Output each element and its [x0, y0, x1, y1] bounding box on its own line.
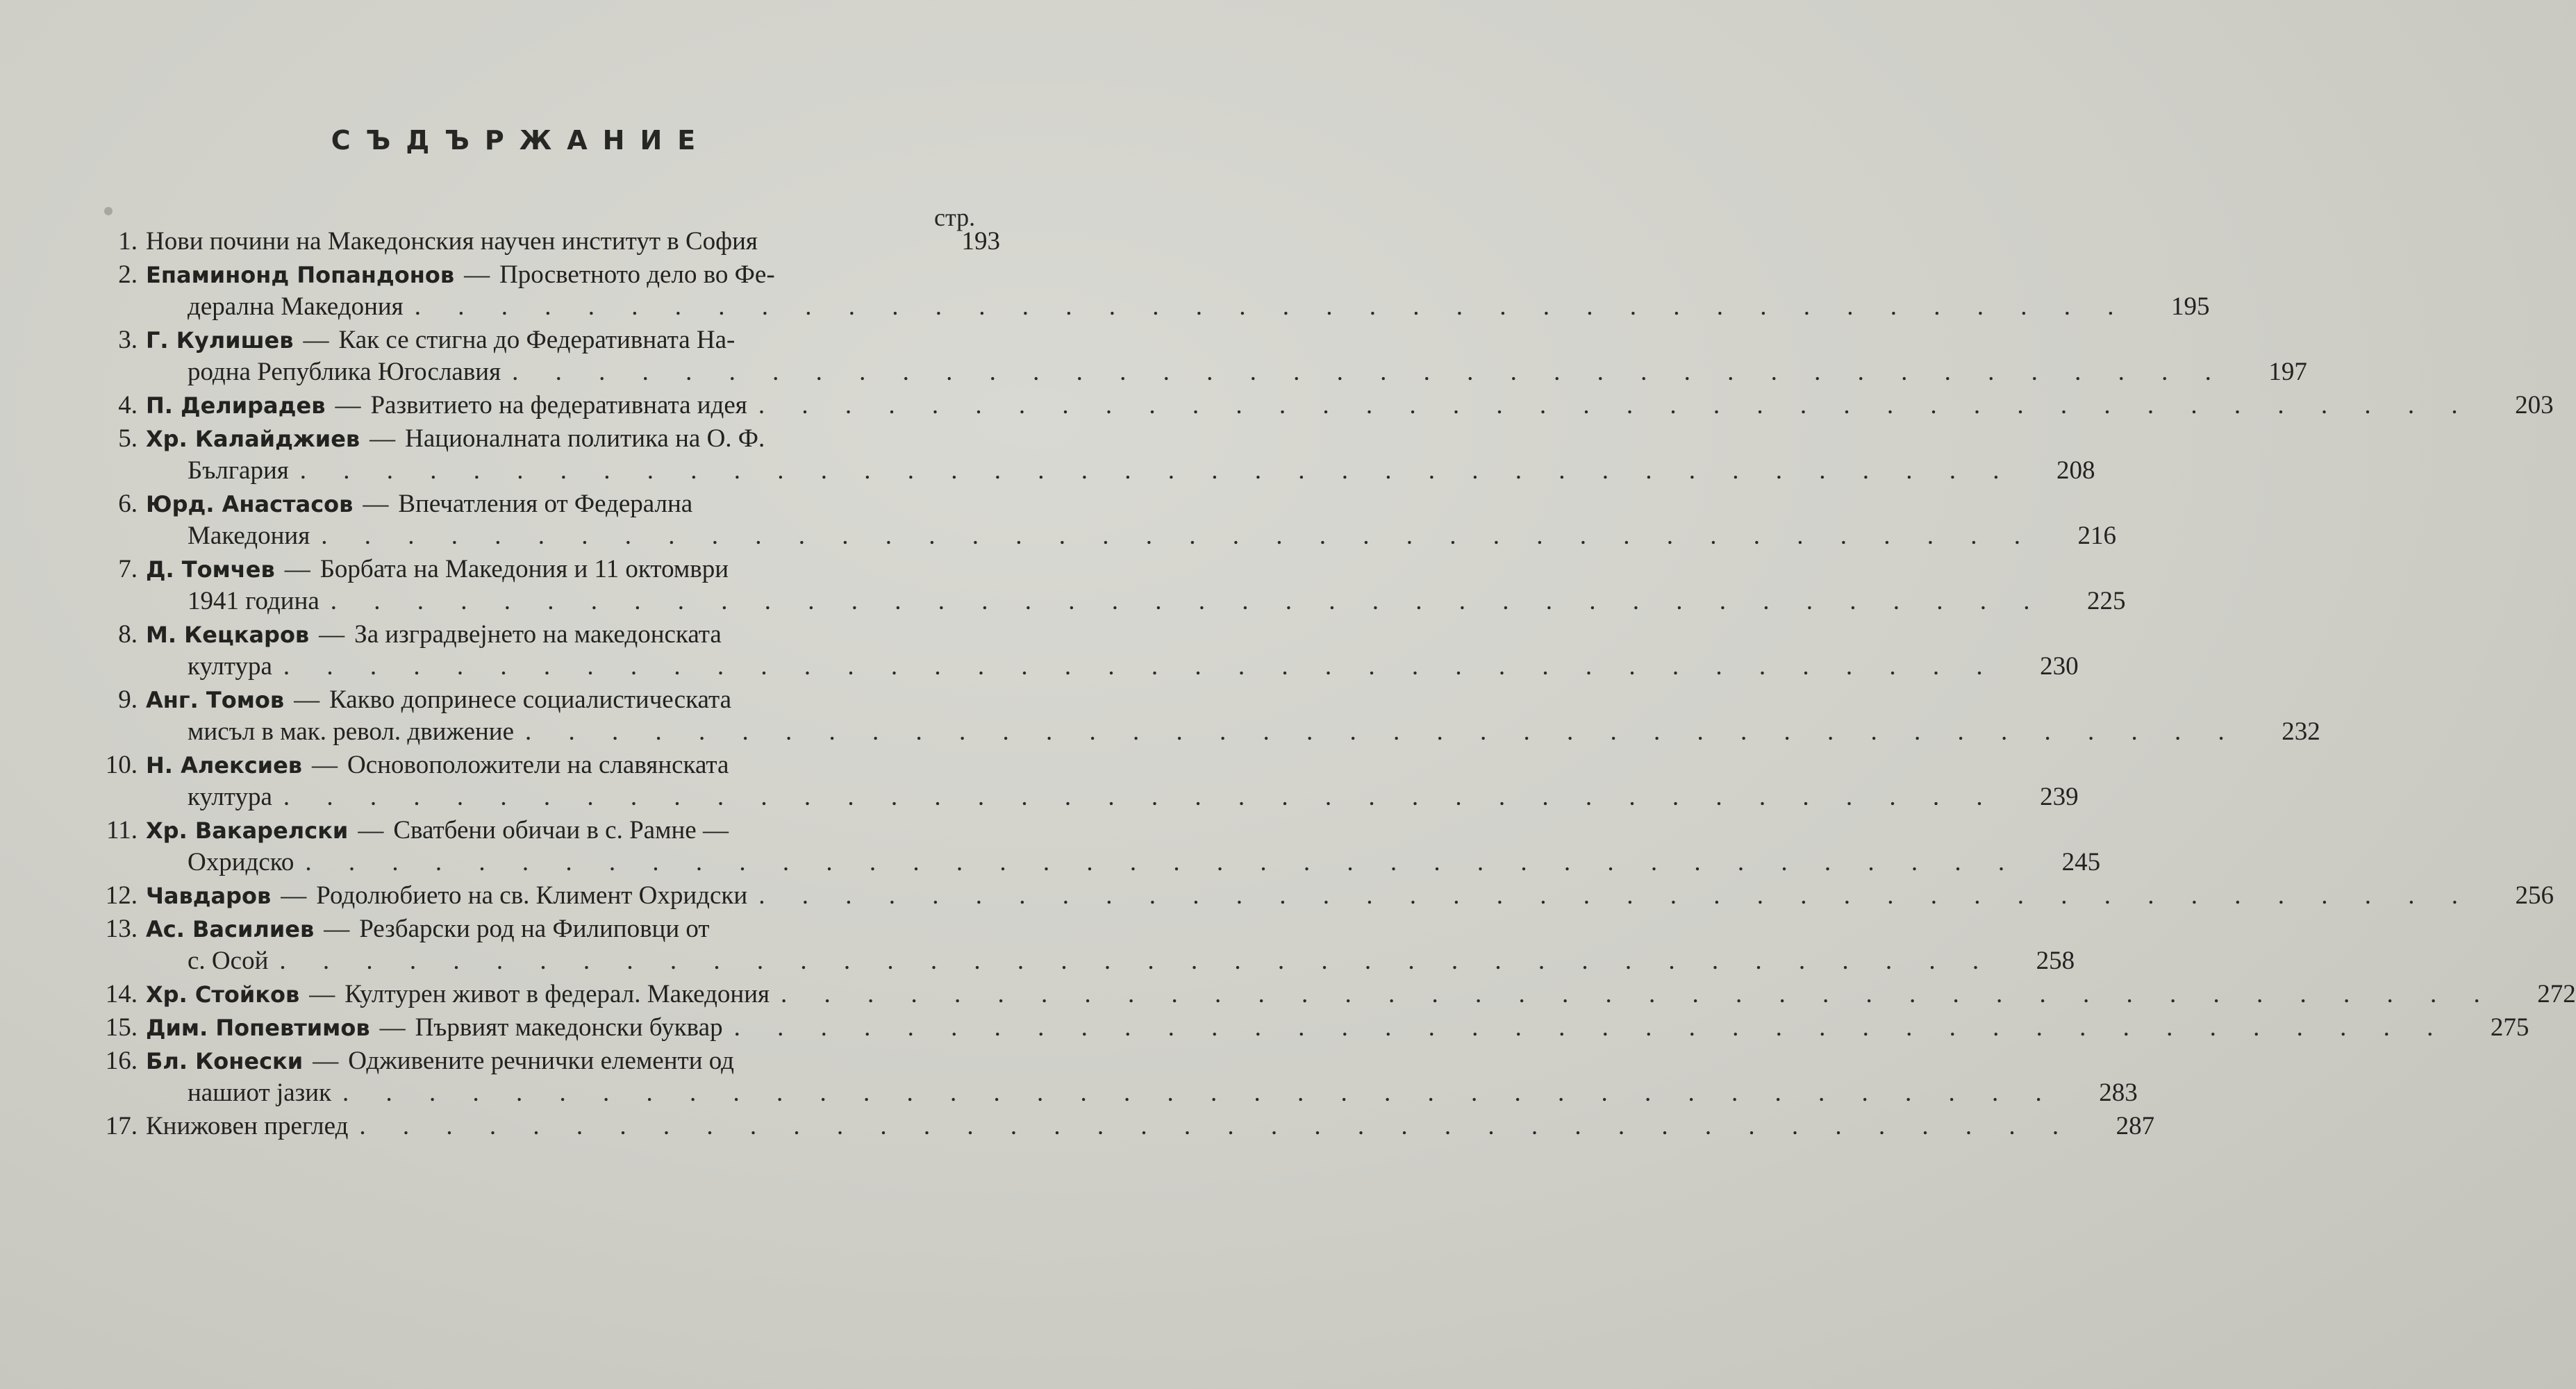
- entry-page-number: 245: [2061, 848, 2101, 876]
- dot-leader: . . . . . . . . . . . . . . . . . . . . . . . . . . . . . . . . . . . . . . . .: [321, 522, 2036, 550]
- entry-number: 10.: [105, 751, 138, 779]
- entry-page-number: 258: [2036, 947, 2075, 975]
- toc-entry: [83, 1012, 2529, 1044]
- toc-entry-continuation: [83, 1077, 2138, 1109]
- toc-entry: [83, 815, 2101, 879]
- entry-number: 4.: [118, 391, 138, 419]
- entry-heading: [146, 815, 729, 847]
- entry-number: 5.: [118, 424, 138, 453]
- entry-page-number: 203: [2515, 391, 2554, 419]
- entry-title: Родолюбието на св. Климент Охридски: [316, 881, 748, 910]
- page-title: СЪДЪРЖАНИЕ: [331, 125, 711, 156]
- dot-leader: . . . . . . . . . . . . . . . . . . . . . . . . . . . . . . . . . . . . . . . .: [342, 1079, 2057, 1107]
- toc-entry-line: [83, 226, 1000, 258]
- entry-page-number: 230: [2040, 652, 2079, 681]
- toc-entry: [83, 749, 2079, 813]
- entry-number: 1.: [118, 227, 138, 256]
- entry-page-number: 239: [2040, 783, 2079, 811]
- toc-entry-continuation: [83, 716, 2320, 748]
- dot-leader: . . . . . . . . . . . . . . . . . . . . . . . . . . . . . . . . . . . . . . . .: [283, 783, 1998, 811]
- entry-author: Хр. Калайджиев: [146, 426, 360, 452]
- em-dash: —: [294, 685, 320, 714]
- toc-entry-continuation: [83, 291, 2210, 323]
- toc-entry: [83, 619, 2079, 683]
- entry-title-continued: 1941 година: [188, 587, 319, 615]
- entry-author: Чавдаров: [146, 883, 272, 909]
- em-dash: —: [358, 816, 384, 845]
- entry-title-continued: култура: [188, 652, 272, 681]
- entry-title: Впечатления от Федерална: [398, 490, 693, 518]
- em-dash: —: [312, 751, 338, 779]
- toc-entry: [83, 390, 2554, 422]
- toc-entry-line: [83, 324, 1000, 356]
- toc-entry-line: [83, 488, 1000, 520]
- toc-entry-continuation: [83, 781, 2079, 813]
- dot-leader: . . . . . . . . . . . . . . . . . . . . . . . . . . . . . . . . . . . . . . . .: [299, 456, 2015, 485]
- entry-page-number: 195: [2170, 292, 2210, 321]
- entry-title-continued: родна Република Югославия: [188, 358, 501, 386]
- entry-heading: [146, 488, 692, 520]
- entry-page-number: 197: [2268, 358, 2307, 386]
- toc-entry-line: [83, 749, 1000, 781]
- entry-number: 8.: [118, 620, 138, 649]
- toc-entry-line: [83, 554, 1000, 585]
- entry-number: 17.: [105, 1112, 138, 1140]
- dot-leader: . . . . . . . . . . . . . . . . . . . . . . . . . . . . . . . . . . . . . . . .: [305, 848, 2020, 876]
- toc-entry: [83, 1111, 2155, 1142]
- em-dash: —: [335, 391, 361, 419]
- entry-author: Хр. Стойков: [146, 981, 300, 1008]
- entry-heading: [146, 226, 758, 258]
- entry-number: 9.: [118, 685, 138, 714]
- entry-heading: [146, 619, 722, 651]
- entry-number: 16.: [105, 1047, 138, 1075]
- entry-page-number: 216: [2077, 522, 2117, 550]
- em-dash: —: [303, 326, 329, 354]
- toc-entry-continuation: [83, 585, 2126, 617]
- entry-heading: [146, 390, 747, 422]
- entry-heading: [146, 423, 765, 455]
- em-dash: —: [319, 620, 345, 649]
- toc-entry-continuation: [83, 847, 2101, 879]
- entry-author: Епаминонд Попандонов: [146, 262, 455, 288]
- entry-page-number: 225: [2087, 587, 2126, 615]
- dot-leader: . . . . . . . . . . . . . . . . . . . . . . . . . . . . . . . . . . . . . . . .: [279, 947, 1995, 975]
- dot-leader: . . . . . . . . . . . . . . . . . . . . . . . . . . . . . . . . . . . . . . . .: [414, 292, 2129, 321]
- entry-title: Одживените речнички елементи од: [348, 1047, 735, 1075]
- entry-page-number: 208: [2056, 456, 2095, 485]
- toc-entry-continuation: [83, 356, 2307, 388]
- em-dash: —: [313, 1047, 339, 1075]
- entry-title-continued: култура: [188, 783, 272, 811]
- entry-title: Просветното дело во Фе-: [499, 260, 775, 289]
- em-dash: —: [309, 980, 335, 1008]
- dot-leader: . . . . . . . . . . . . . . . . . . . . . . . . . . . . . . . . . . . . . . . .: [525, 717, 2240, 746]
- entry-author: Юрд. Анастасов: [146, 491, 354, 517]
- entry-page-number: 275: [2490, 1013, 2529, 1042]
- toc-entry: [83, 913, 2075, 977]
- toc-entry-continuation: [83, 651, 2079, 683]
- entry-author: Ас. Василиев: [146, 916, 315, 942]
- entry-page-number: 232: [2282, 717, 2320, 746]
- toc-entry: [83, 488, 2117, 552]
- entry-title: Книжовен преглед: [146, 1112, 349, 1140]
- toc-entry: [83, 554, 2126, 617]
- entry-author: Анг. Томов: [146, 687, 285, 713]
- entry-title: Развитието на федеративната идея: [370, 391, 747, 419]
- entry-heading: [146, 1111, 348, 1142]
- entry-heading: [146, 684, 731, 716]
- entry-page-number: 283: [2099, 1079, 2138, 1107]
- entry-number: 11.: [106, 816, 138, 845]
- entry-number: 12.: [105, 881, 138, 910]
- toc-entry: [83, 684, 2320, 748]
- entry-number: 3.: [118, 326, 138, 354]
- entry-heading: [146, 1045, 734, 1077]
- toc-entry-line: [83, 390, 2554, 422]
- dot-leader: . . . . . . . . . . . . . . . . . . . . . . . . . . . . . . . . . . . . . . . .: [283, 652, 1998, 681]
- entry-title-continued: България: [188, 456, 289, 485]
- entry-title: Културен живот в федерал. Македония: [344, 980, 770, 1008]
- entry-title: За изградвејнето на македонската: [354, 620, 722, 649]
- dot-leader: . . . . . . . . . . . . . . . . . . . . . . . . . . . . . . . . . . . . . . . .: [330, 587, 2045, 615]
- entry-number: 15.: [105, 1013, 138, 1042]
- toc-entry-line: [83, 1045, 1000, 1077]
- dot-leader: . . . . . . . . . . . . . . . . . . . . . . . . . . . . . . . . . . . . . . . .: [758, 881, 2473, 910]
- entry-heading: [146, 880, 747, 912]
- entry-title-continued: нашиот јазик: [188, 1079, 332, 1107]
- em-dash: —: [464, 260, 490, 289]
- entry-title: Резбарски род на Филиповци от: [359, 915, 710, 943]
- entry-author: Дим. Попевтимов: [146, 1015, 370, 1041]
- entry-number: 6.: [118, 490, 138, 518]
- entry-heading: [146, 913, 710, 945]
- toc-entry: [83, 1045, 2138, 1109]
- dot-leader: . . . . . . . . . . . . . . . . . . . . . . . . . . . . . . . . . . . . . . . .: [733, 1013, 2449, 1042]
- entry-title: Първият македонски буквар: [415, 1013, 723, 1042]
- entry-heading: [146, 1012, 723, 1044]
- entry-heading: [146, 259, 775, 291]
- toc-entry-line: [83, 913, 1000, 945]
- entry-title-continued: Охридско: [188, 848, 294, 876]
- entry-author: Бл. Конески: [146, 1048, 304, 1074]
- entry-page-number: 272: [2537, 980, 2576, 1008]
- entry-number: 2.: [118, 260, 138, 289]
- entry-heading: [146, 749, 729, 781]
- toc-entry-line: [83, 979, 2576, 1010]
- toc-entry-continuation: [83, 945, 2075, 977]
- page-column-header: стр.: [934, 203, 976, 231]
- toc-entry: [83, 423, 2095, 487]
- entry-heading: [146, 554, 729, 585]
- em-dash: —: [379, 1013, 406, 1042]
- entry-page-number: 287: [2116, 1112, 2155, 1140]
- entry-author: Д. Томчев: [146, 556, 275, 583]
- entry-title-continued: мисъл в мак. револ. движение: [188, 717, 514, 746]
- toc-entry-line: [83, 684, 1000, 716]
- entry-author: М. Кецкаров: [146, 622, 310, 648]
- em-dash: —: [363, 490, 389, 518]
- entry-title: Сватбени обичаи в с. Рамне —: [393, 816, 729, 845]
- toc-entry: [83, 259, 2210, 323]
- entry-page-number: 256: [2515, 881, 2554, 910]
- em-dash: —: [284, 555, 310, 583]
- toc-entry-line: [83, 1012, 2529, 1044]
- entry-number: 7.: [118, 555, 138, 583]
- toc-entry: [83, 226, 1000, 258]
- toc-entry: [83, 979, 2576, 1010]
- entry-heading: [146, 324, 735, 356]
- dot-leader: . . . . . . . . . . . . . . . . . . . . . . . . . . . . . . . . . . . . . . . .: [758, 391, 2473, 419]
- em-dash: —: [369, 424, 396, 453]
- entry-number: 14.: [105, 980, 138, 1008]
- dot-leader: . . . . . . . . . . . . . . . . . . . . . . . . . . . . . . . . . . . . . . . .: [512, 358, 2227, 386]
- toc-entry-line: [83, 259, 1000, 291]
- entry-author: Г. Кулишев: [146, 327, 294, 354]
- paper-smudge: [104, 207, 113, 215]
- table-of-contents: [83, 226, 2576, 1144]
- entry-title-continued: дерална Македония: [188, 292, 404, 321]
- toc-entry-continuation: [83, 455, 2095, 487]
- entry-page-number: 193: [961, 227, 1000, 256]
- entry-title: Какво допринесе социалистическата: [329, 685, 731, 714]
- entry-title: Борбата на Македония и 11 октомври: [319, 555, 729, 583]
- entry-title-continued: с. Осой: [188, 947, 269, 975]
- entry-author: П. Делирадев: [146, 392, 326, 419]
- toc-entry: [83, 880, 2554, 912]
- toc-entry: [83, 324, 2307, 388]
- toc-entry-continuation: [83, 520, 2117, 552]
- entry-title: Основоположители на славянската: [347, 751, 729, 779]
- entry-number: 13.: [105, 915, 138, 943]
- toc-entry-line: [83, 1111, 2155, 1142]
- toc-entry-line: [83, 815, 1000, 847]
- toc-entry-line: [83, 880, 2554, 912]
- toc-entry-line: [83, 423, 1000, 455]
- em-dash: —: [324, 915, 350, 943]
- entry-title: Националната политика на О. Ф.: [405, 424, 765, 453]
- dot-leader: . . . . . . . . . . . . . . . . . . . . . . . . . . . . . . . . . . . . . . . .: [359, 1112, 2075, 1140]
- entry-title: Как се стигна до Федеративната На-: [338, 326, 736, 354]
- entry-title: Нови почини на Македонския научен институт в София: [146, 227, 758, 256]
- entry-author: Хр. Вакарелски: [146, 817, 349, 844]
- dot-leader: . . . . . . . . . . . . . . . . . . . . . . . . . . . . . . . . . . . . . . . .: [781, 980, 2495, 1008]
- em-dash: —: [281, 881, 307, 910]
- entry-title-continued: Македония: [188, 522, 310, 550]
- entry-author: Н. Алексиев: [146, 752, 303, 779]
- entry-heading: [146, 979, 770, 1010]
- toc-entry-line: [83, 619, 1000, 651]
